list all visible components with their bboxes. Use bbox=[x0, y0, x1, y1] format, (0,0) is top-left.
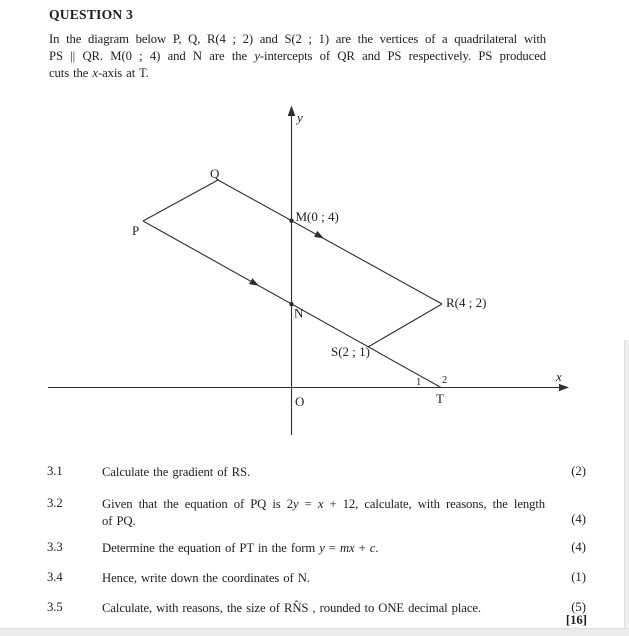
segment-qr bbox=[218, 180, 442, 304]
x-axis-label: x bbox=[556, 369, 562, 384]
question-number: 3.5 bbox=[47, 600, 63, 614]
y-axis-label: y bbox=[297, 110, 303, 125]
y-axis-arrowhead-icon bbox=[288, 106, 296, 117]
point-label-t: T bbox=[436, 391, 444, 406]
angle-label-t1: 1 bbox=[416, 377, 422, 388]
angle-label-t2: 2 bbox=[442, 375, 448, 386]
question-text: Calculate, with reasons, the size of RN̂S , rounded to ONE decimal place. bbox=[102, 601, 481, 615]
total-marks: [16] bbox=[565, 613, 587, 627]
origin-label: O bbox=[295, 394, 305, 409]
marks-3-4: (1) bbox=[571, 570, 586, 584]
ps-parallel-arrow-icon bbox=[249, 278, 261, 289]
segment-rs bbox=[368, 304, 442, 347]
x-axis-arrowhead-icon bbox=[559, 384, 569, 391]
page-edge-right bbox=[624, 340, 629, 628]
question-number: 3.3 bbox=[47, 540, 63, 554]
marks-3-2: (4) bbox=[571, 512, 586, 526]
question-number: 3.1 bbox=[47, 464, 63, 478]
marks-3-3: (4) bbox=[571, 540, 586, 554]
point-label-r: R(4 ; 2) bbox=[446, 295, 487, 310]
question-title: QUESTION 3 bbox=[49, 7, 133, 22]
point-label-s: S(2 ; 1) bbox=[331, 344, 370, 359]
question-number: 3.2 bbox=[47, 496, 63, 510]
point-label-n: N bbox=[294, 305, 304, 321]
point-label-m: M(0 ; 4) bbox=[295, 209, 339, 224]
segment-pq bbox=[143, 180, 218, 221]
qr-parallel-arrow-icon bbox=[314, 231, 326, 242]
point-label-q: Q bbox=[210, 166, 220, 181]
question-text: Given that the equation of PQ is 2y = x + 12, calculate, with reasons, the length bbox=[102, 497, 546, 511]
question-text: Determine the equation of PT in the form y = mx + c. bbox=[102, 541, 379, 555]
intro-line-1: In the diagram below P, Q, R(4 ; 2) and S(2 ; 1) are the vertices of a quadrilateral with bbox=[49, 32, 546, 46]
point-m-dot bbox=[289, 219, 293, 223]
question-text: Hence, write down the coordinates of N. bbox=[102, 571, 310, 585]
intro-line-3: cuts the x-axis at T. bbox=[49, 66, 149, 80]
point-label-p: P bbox=[132, 223, 140, 238]
marks-3-5: (5) bbox=[571, 600, 586, 614]
question-text: of PQ. bbox=[102, 514, 136, 528]
marks-3-1: (2) bbox=[571, 464, 586, 478]
question-text: Calculate the gradient of RS. bbox=[102, 465, 251, 479]
question-number: 3.4 bbox=[47, 570, 63, 584]
intro-line-2: PS || QR. M(0 ; 4) and N are the y-intercepts of QR and PS respectively. PS produced bbox=[49, 49, 546, 63]
